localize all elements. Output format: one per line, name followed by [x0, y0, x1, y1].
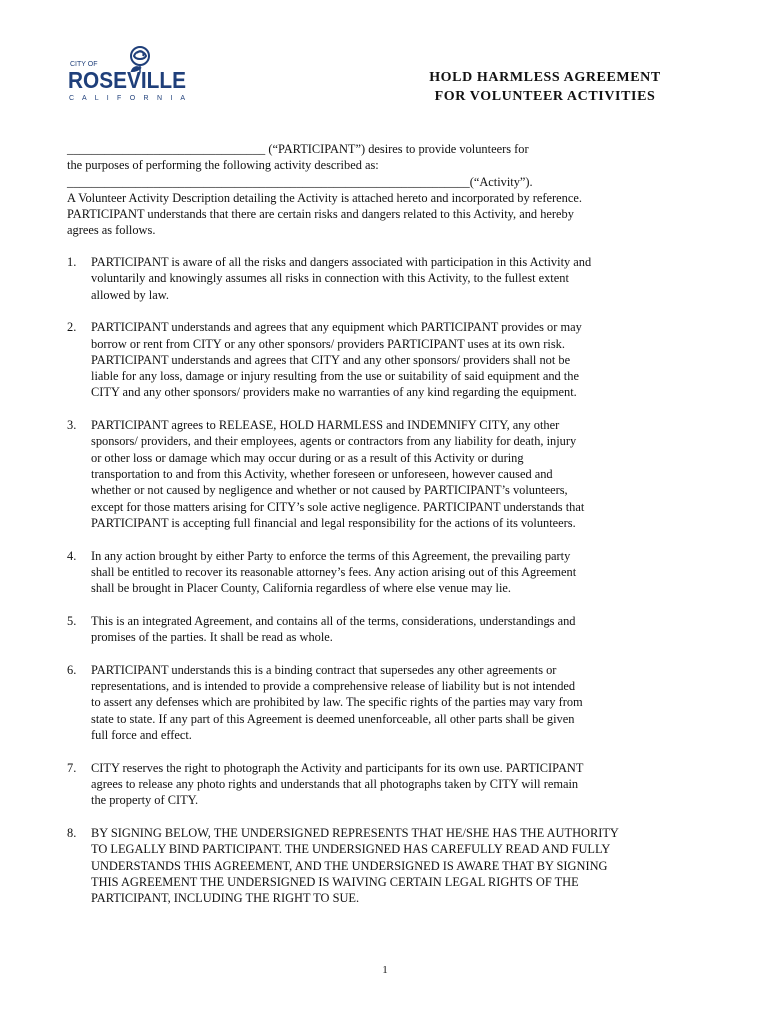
term-item	[67, 760, 707, 809]
rose-icon	[66, 44, 196, 104]
logo-state: C A L I F O R N I A	[69, 95, 185, 102]
term-text-line: or other loss or damage which may occur during or as a result of this Activity or during	[91, 450, 524, 465]
term-item	[67, 613, 707, 646]
term-number: 3.	[67, 418, 77, 433]
term-text-line: transportation to and from this Activity, whether foreseen or unforeseen, however caused and	[91, 467, 553, 482]
intro-line: agrees as follows.	[67, 223, 156, 238]
intro-line: the purposes of performing the following activity described as:	[67, 158, 379, 173]
term-text-line: shall be entitled to recover its reasonable attorney’s fees. Any action arising out of this Agreement	[91, 564, 577, 579]
term-text-line: CITY and any other sponsors/ providers make no warranties of any kind regarding the equipment.	[91, 385, 577, 400]
term-number: 6.	[67, 662, 77, 677]
term-text-line: PARTICIPANT is aware of all the risks and dangers associated with participation in this Activity and	[91, 255, 592, 269]
logo-name: ROSEVILLE	[68, 67, 186, 93]
term-text-line: borrow or rent from CITY or any other sponsors/ providers PARTICIPANT uses at its own risk.	[91, 336, 565, 351]
term-text-line: CITY reserves the right to photograph the Activity and participants for its own use. PARTICIPANT	[91, 760, 584, 775]
intro-line: ________________________________ (“PARTICIPANT”) desires to provide volunteers for	[67, 142, 529, 156]
intro-line: A Volunteer Activity Description detailing the Activity is attached hereto and incorporated by reference.	[67, 190, 582, 205]
term-number: 1.	[67, 255, 77, 269]
term-text-line: full force and effect.	[91, 728, 192, 743]
term-item	[67, 319, 707, 400]
term-text-line: TO LEGALLY BIND PARTICIPANT. THE UNDERSIGNED HAS CAREFULLY READ AND FULLY	[91, 842, 611, 857]
terms-list	[67, 254, 707, 923]
term-text-line: PARTICIPANT agrees to RELEASE, HOLD HARMLESS and INDEMNIFY CITY, any other	[91, 418, 560, 433]
document-title	[380, 68, 710, 106]
term-text-line: shall be brought in Placer County, California regardless of where else venue may lie.	[91, 581, 512, 596]
term-text-line: PARTICIPANT is accepting full financial and legal responsibility for the actions of its volunteers.	[91, 515, 576, 530]
term-item	[67, 825, 707, 906]
intro-line: _________________________________________________________________(“Activity”).	[67, 174, 533, 189]
term-text-line: PARTICIPANT understands this is a binding contract that supersedes any other agreements or	[91, 662, 557, 677]
term-text-line: PARTICIPANT, INCLUDING THE RIGHT TO SUE.	[91, 891, 360, 906]
term-item	[67, 662, 707, 743]
term-text-line: except for those matters arising for CITY’s sole active negligence. PARTICIPANT understands that	[91, 499, 585, 514]
term-number: 5.	[67, 613, 77, 628]
term-number: 2.	[67, 320, 77, 335]
term-text-line: the property of CITY.	[91, 793, 199, 808]
term-text-line: THIS AGREEMENT THE UNDERSIGNED IS WAIVING CERTAIN LEGAL RIGHTS OF THE	[91, 874, 579, 889]
term-text-line: allowed by law.	[91, 287, 169, 302]
term-text-line: In any action brought by either Party to enforce the terms of this Agreement, the prevailing party	[91, 548, 571, 563]
roseville-logo	[66, 44, 196, 104]
term-text-line: representations, and is intended to provide a comprehensive release of liability but is not intended	[91, 679, 576, 694]
term-text-line: voluntarily and knowingly assumes all risks in connection with this Activity, to the fullest extent	[91, 271, 569, 286]
term-text-line: state to state. If any part of this Agreement is deemed unenforceable, all other parts shall be given	[91, 711, 575, 726]
term-text-line: This is an integrated Agreement, and contains all of the terms, considerations, understandings and	[91, 613, 576, 628]
term-number: 8.	[67, 826, 77, 841]
page-number: 1	[382, 964, 388, 976]
term-number: 4.	[67, 548, 77, 563]
term-number: 7.	[67, 760, 77, 775]
term-item	[67, 548, 707, 597]
term-text-line: sponsors/ providers, and their employees, agents or contractors from any liability for death, injury	[91, 434, 577, 449]
logo-city-of: CITY OF	[70, 61, 98, 68]
title-line-2: FOR VOLUNTEER ACTIVITIES	[434, 89, 656, 104]
term-text-line: liable for any loss, damage or injury resulting from the use or suitability of said equipment and the	[91, 369, 579, 384]
term-text-line: PARTICIPANT understands and agrees that CITY and any other sponsors/ providers shall not be	[91, 352, 571, 367]
term-text-line: PARTICIPANT understands and agrees that any equipment which PARTICIPANT provides or may	[91, 320, 582, 335]
term-text-line: to assert any defenses which are prohibited by law. The specific rights of the parties may vary from	[91, 695, 583, 710]
term-item	[67, 417, 707, 531]
term-text-line: BY SIGNING BELOW, THE UNDERSIGNED REPRESENTS THAT HE/SHE HAS THE AUTHORITY	[91, 826, 619, 841]
term-item	[67, 254, 707, 303]
term-text-line: promises of the parties. It shall be read as whole.	[91, 630, 333, 645]
term-text-line: whether or not caused by negligence and whether or not caused by PARTICIPANT’s volunteers,	[91, 483, 568, 498]
term-text-line: UNDERSTANDS THIS AGREEMENT, AND THE UNDERSIGNED IS AWARE THAT BY SIGNING	[91, 858, 608, 873]
title-line-1: HOLD HARMLESS AGREEMENT	[429, 70, 661, 85]
term-text-line: agrees to release any photo rights and understands that all photographs taken by CITY will remain	[91, 777, 579, 792]
intro-paragraph	[67, 141, 707, 239]
intro-line: PARTICIPANT understands that there are certain risks and dangers related to this Activity, and hereby	[67, 207, 574, 222]
